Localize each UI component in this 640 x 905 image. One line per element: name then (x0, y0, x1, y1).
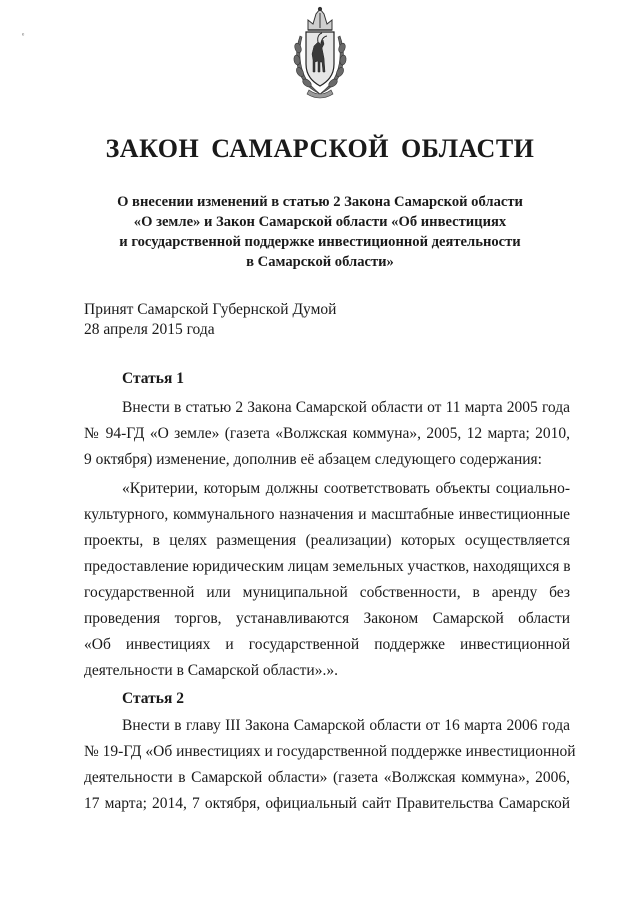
text-line: «Об инвестициях и государственной поддержке инвестиционной (84, 636, 570, 653)
subtitle-line: «О земле» и Закон Самарской области «Об инвестициях (133, 214, 507, 230)
law-title-word-1: ЗАКОН (105, 134, 200, 163)
text-line: проекты, в целях размещения (реализации) которых осуществляется (84, 532, 570, 549)
article-2-paragraph-1 (84, 713, 576, 817)
text-line: 9 октября) изменение, дополнив её абзацем следующего содержания: (84, 451, 542, 468)
text-line: «Критерии, которым должны соответствовать объекты социально- (122, 480, 570, 497)
law-subtitle (0, 192, 640, 272)
text-line: деятельности в Самарской области».». (84, 662, 338, 679)
samara-coat-of-arms-icon (291, 6, 349, 100)
adoption-date: 28 апреля 2015 года (84, 321, 215, 338)
law-title-word-2: САМАРСКОЙ (211, 134, 389, 163)
adoption-line: Принят Самарской Губернской Думой (84, 301, 337, 318)
adoption-note (84, 300, 336, 340)
law-title-word-3: ОБЛАСТИ (400, 134, 535, 163)
article-1-paragraph-2 (84, 476, 570, 684)
text-line: деятельности в Самарской области» (газета «Волжская коммуна», 2006, (84, 769, 570, 786)
text-line: Внести в статью 2 Закона Самарской области от 11 марта 2005 года (122, 399, 570, 416)
text-line: № 94-ГД «О земле» (газета «Волжская коммуна», 2005, 12 марта; 2010, (84, 425, 570, 442)
article-1-paragraph-1 (84, 395, 570, 473)
article-1-heading: Статья 1 (122, 370, 184, 387)
subtitle-line: в Самарской области» (246, 254, 394, 270)
text-line: Внести в главу III Закона Самарской области от 16 марта 2006 года (122, 717, 570, 734)
text-line: проведения торгов, устанавливаются Законом Самарской области (84, 610, 570, 627)
subtitle-line: О внесении изменений в статью 2 Закона Самарской области (117, 194, 523, 210)
text-line: государственной или муниципальной собственности, в аренду без (84, 584, 570, 601)
scan-speck: ᵉ (22, 30, 25, 40)
article-2-heading: Статья 2 (122, 690, 184, 707)
law-title (0, 134, 640, 164)
text-line: предоставление юридическим лицам земельных участков, находящихся в (84, 558, 571, 575)
text-line: 17 марта; 2014, 7 октября, официальный сайт Правительства Самарской (84, 795, 570, 812)
text-line: культурного, коммунального назначения и масштабные инвестиционные (84, 506, 570, 523)
text-line: № 19-ГД «Об инвестициях и государственной поддержке инвестиционной (84, 743, 576, 760)
subtitle-line: и государственной поддержке инвестиционной деятельности (119, 234, 521, 250)
